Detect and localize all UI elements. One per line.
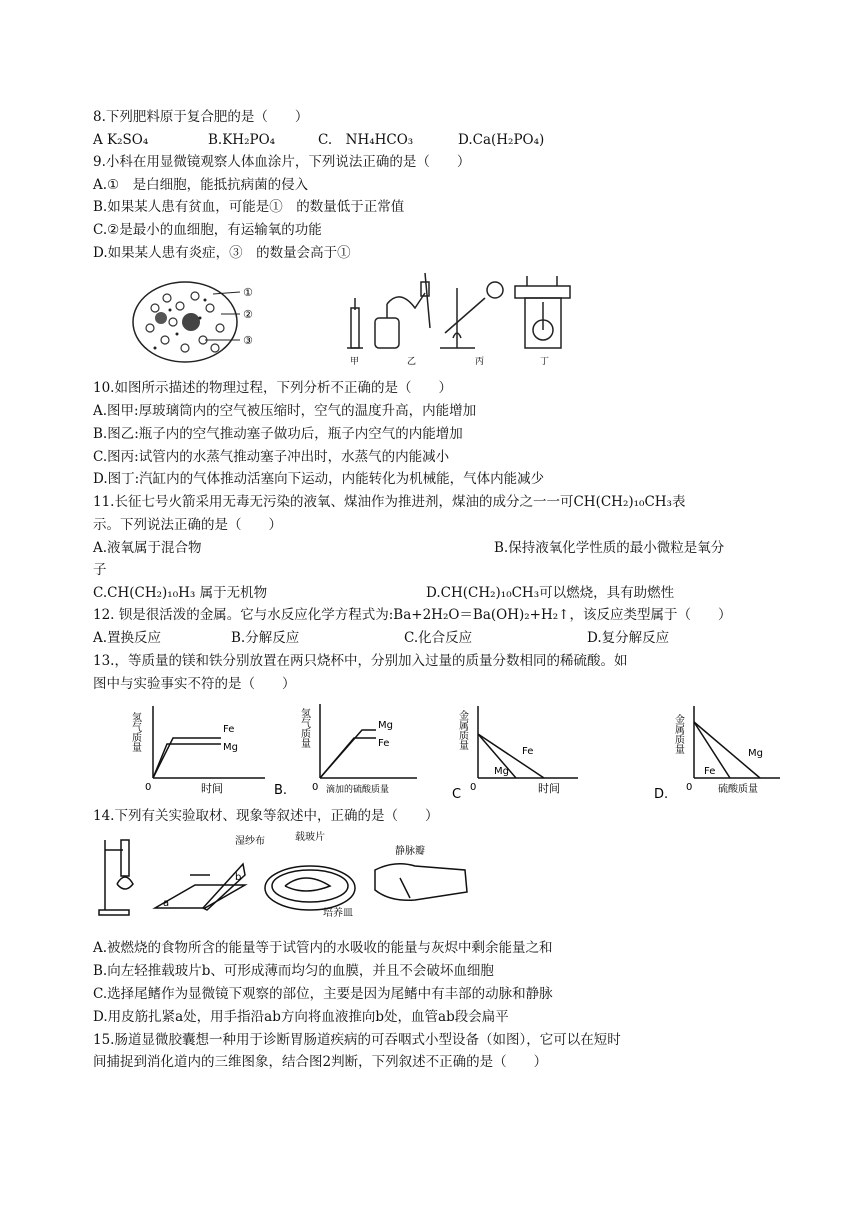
graph-a-label-top: Fe	[223, 724, 235, 735]
q14-option-c: C.选择尾鳍作为显微镜下观察的部位，主要是因为尾鳍中有丰部的动脉和静脉	[93, 986, 553, 1002]
blood-label-1: ①	[243, 286, 253, 299]
q9-option-a: A.① 是白细胞，能抵抗病菌的侵入	[93, 177, 309, 193]
label-vein-valve: 静脉瓣	[395, 846, 425, 857]
q8-option-c: C. NH₄HCO₃	[318, 132, 414, 148]
q11-stem-line1: 11.长征七号火箭采用无毒无污染的液氧、煤油作为推进剂，煤油的成分之一一可CH(CH₂)₁₀CH₃表	[93, 494, 686, 510]
q12-option-a: A.置换反应	[93, 630, 162, 646]
q9-option-d: D.如果某人患有炎症，③ 的数量会高于①	[93, 245, 351, 261]
graph-b-line-mg	[320, 730, 376, 778]
q11-option-a: A.液氧属于混合物	[93, 540, 202, 556]
q14-option-b: B.向左轻推载玻片b、可形成薄而均匀的血膜，并且不会破坏血细胞	[93, 963, 494, 979]
blood-smear-figure	[125, 278, 275, 366]
q8-option-a: A K₂SO₄	[93, 132, 149, 148]
q10-option-a: A.图甲:厚玻璃筒内的空气被压缩时，空气的温度升高，内能增加	[93, 403, 477, 419]
graph-c-origin: 0	[470, 782, 477, 793]
label-ding: 丁	[540, 357, 550, 367]
q9-stem: 9.小科在用显微镜观察人体血涂片，下列说法正确的是（ ）	[93, 154, 471, 170]
q11-option-d: D.CH(CH₂)₁₀CH₃可以燃烧，具有助燃性	[426, 585, 675, 601]
graph-d-label-fe: Fe	[704, 766, 716, 777]
graph-a-label-bottom: Mg	[223, 742, 238, 753]
graph-c-letter: C	[452, 787, 462, 798]
graph-b-ylabel: 氢气质量	[298, 708, 310, 748]
q14-option-a: A.被燃烧的食物所含的能量等于试管内的水吸收的能量与灰烬中剩余能量之和	[93, 940, 553, 956]
q14-option-d: D.用皮筋扎紧a处，用手指沿ab方向将血液推向b处，血管ab段会扁平	[93, 1009, 509, 1025]
label-bing: 丙	[475, 357, 485, 367]
graph-d-xlabel: 硫酸质量	[718, 784, 758, 795]
q11-stem-line2: 示。下列说法正确的是（ ）	[93, 517, 282, 533]
physics-apparatus-figure	[345, 268, 580, 368]
q9-option-b: B.如果某人患有贫血，可能是① 的数量低于正常值	[93, 199, 405, 215]
q12-option-b: B.分解反应	[231, 630, 300, 646]
graph-b-origin: 0	[312, 782, 319, 793]
q15-stem-line2: 间捕捉到消化道内的三维图象，结合图2判断，下列叙述不正确的是（ ）	[93, 1054, 548, 1070]
graph-c-ylabel: 金属质量	[456, 710, 468, 750]
graph-b-letter: B.	[274, 783, 288, 798]
graph-b-label-bottom: Fe	[378, 738, 390, 749]
graph-c-xlabel: 时间	[538, 782, 560, 795]
q9-option-c: C.②是最小的血细胞，有运输氧的功能	[93, 222, 322, 238]
q12-option-c: C.化合反应	[404, 630, 473, 646]
graph-a-ylabel: 氢气质量	[129, 712, 141, 752]
label-a: a	[163, 898, 170, 909]
q12-stem: 12. 钡是很活泼的金属。它与水反应化学方程式为:Ba+2H₂O＝Ba(OH)₂+H₂↑，该反应类型属于（ ）	[93, 607, 732, 623]
q8-option-b: B.KH₂PO₄	[208, 132, 276, 148]
graph-d	[652, 700, 802, 798]
q10-stem: 10.如图所示描述的物理过程，下列分析不正确的是（ ）	[93, 380, 452, 396]
q13-stem-line1: 13.，等质量的镁和铁分别放置在两只烧杯中，分别加入过量的质量分数相同的稀硫酸。如	[93, 653, 628, 669]
graph-b-line-fe	[320, 738, 376, 778]
q12-option-d: D.复分解反应	[587, 630, 670, 646]
q10-option-d: D.图丁:汽缸内的气体推动活塞向下运动，内能转化为机械能，气体内能减少	[93, 471, 545, 487]
q8-stem: 8.下列肥料原于复合肥的是（ ）	[93, 109, 309, 125]
graph-b-label-top: Mg	[378, 720, 393, 731]
graph-a-xlabel: 时间	[201, 782, 223, 795]
q10-option-c: C.图丙:试管内的水蒸气推动塞子冲出时，水蒸气的内能减小	[93, 449, 450, 465]
q11-option-b: B.保持液氧化学性质的最小微粒是氧分	[494, 540, 725, 556]
graph-d-label-mg: Mg	[748, 748, 763, 759]
graph-b	[272, 700, 422, 798]
label-jia: 甲	[350, 357, 360, 367]
graph-a-line-mg	[153, 744, 221, 778]
graph-c-label-fe: Fe	[522, 746, 534, 757]
q14-experiment-figure	[95, 830, 495, 920]
graph-d-ylabel: 金属质量	[672, 714, 684, 754]
label-wet-gauze: 湿纱布	[235, 836, 265, 847]
graph-a-origin: 0	[145, 782, 152, 793]
graph-a	[125, 700, 275, 798]
blood-label-3: ③	[243, 334, 253, 347]
q14-stem: 14.下列有关实验取材、现象等叙述中，正确的是（ ）	[93, 808, 439, 824]
q11-option-c: C.CH(CH₂)₁₀H₃ 属于无机物	[93, 585, 268, 601]
blood-label-2: ②	[243, 308, 253, 321]
graph-b-xlabel: 滴加的硫酸质量	[326, 785, 390, 795]
q8-option-d: D.Ca(H₂PO₄)	[458, 132, 545, 148]
q11-option-b-wrap: 子	[93, 562, 107, 578]
label-petri-dish: 培养皿	[323, 908, 353, 919]
q10-option-b: B.图乙:瓶子内的空气推动塞子做功后，瓶子内空气的内能增加	[93, 426, 463, 442]
label-b: b	[235, 872, 242, 883]
label-yi: 乙	[407, 357, 417, 367]
q13-stem-line2: 图中与实验事实不符的是（ ）	[93, 676, 296, 692]
graph-c	[450, 700, 600, 798]
q15-stem-line1: 15.肠道显微胶囊想一种用于诊断胃肠道疾病的可吞咽式小型设备（如图），它可以在短时	[93, 1032, 621, 1048]
graph-d-origin: 0	[686, 782, 693, 793]
label-slide: 载玻片	[295, 832, 325, 843]
graph-d-letter: D.	[654, 787, 669, 798]
graph-c-label-mg: Mg	[494, 766, 509, 777]
